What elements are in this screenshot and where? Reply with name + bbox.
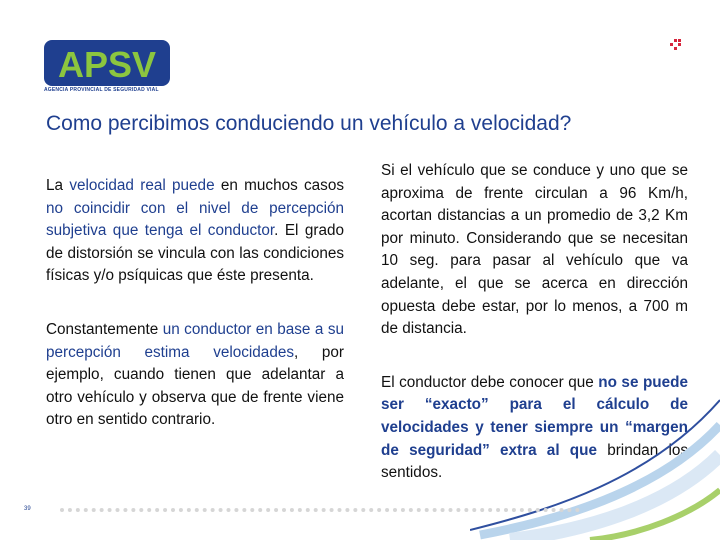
page-number: 39 — [24, 506, 31, 512]
right-paragraph-2: El conductor debe conocer que no se puede ser “exacto” para el cálculo de velocidades y tener siempre un “margen de seguridad” extra al que brindan los sentidos. — [381, 373, 688, 482]
left-column — [46, 175, 344, 463]
corner-dots-icon — [668, 37, 684, 51]
logo-text: APSV — [57, 44, 157, 85]
decorative-swoosh — [470, 380, 720, 540]
right-paragraph-1: Si el vehículo que se conduce y uno que se aproxima de frente circulan a 96 Km/h, acortan distancias a un promedio de 3,2 Km por minuto. Considerando que se necesitan 10 seg. para pasar al vehículo que va adelante, el que se acerca en dirección opuesta debe estar, por lo menos, a 700 m de distancia. — [381, 162, 688, 338]
footer-dotted-line — [60, 508, 580, 512]
logo-tagline: AGENCIA PROVINCIAL DE SEGURIDAD VIAL — [44, 87, 159, 93]
left-paragraph-1: La velocidad real puede en muchos casos no coincidir con el nivel de percepción subjetiva que tenga el conductor. El grado de distorsión se vincula con las condiciones físicas y/o psíquicas que éste presenta. — [46, 177, 344, 285]
slide-title: Como percibimos conduciendo un vehículo a velocidad? — [46, 112, 572, 135]
left-paragraph-2: Constantemente un conductor en base a su percepción estima velocidades, por ejemplo, cuando tienen que adelantar a otro vehículo y observa que de frente viene otro en sentido contrario. — [46, 320, 344, 429]
